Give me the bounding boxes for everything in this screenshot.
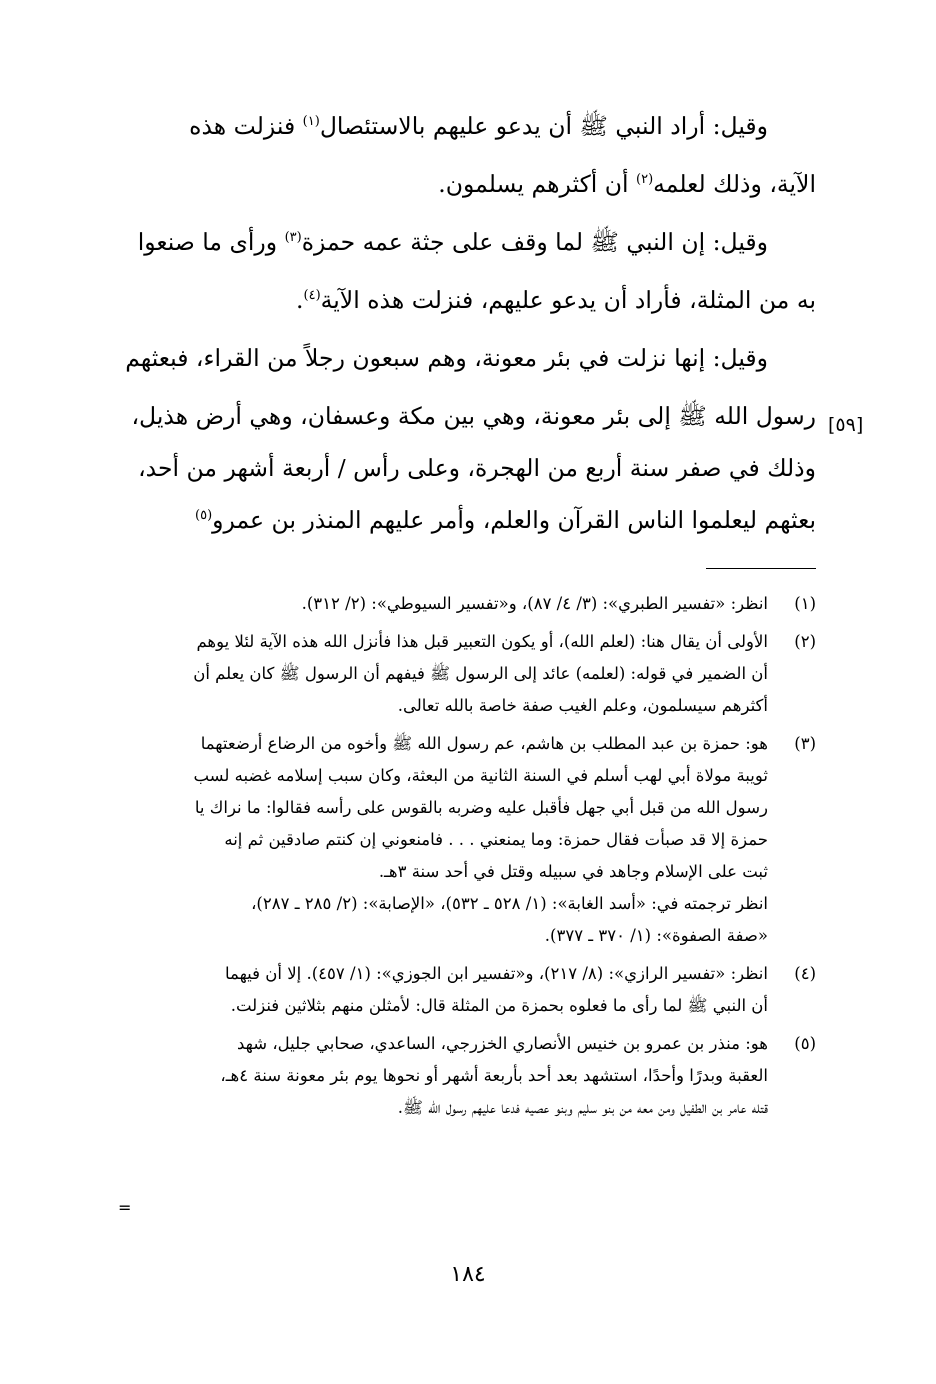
footnote-ref: (٤): [303, 288, 321, 304]
footnote-ref: (٥): [195, 508, 213, 524]
footnote-number: (٤): [794, 964, 816, 983]
footnote-line: قتله عامر بن الطفيل ومن معه من بنو سليم وبنو عصيه فدعا عليهم رسول الله ﷺ.: [397, 1098, 768, 1117]
text-segment: به من المثلة، فأراد أن يدعو عليهم، فنزلت هذه الآية: [320, 286, 816, 314]
footnote-line: أن الضمير في قوله: (لعلمه) عائد إلى الرسول ﷺ فيفهم أن الرسول ﷺ كان يعلم أن: [193, 664, 768, 683]
paragraph-3: [112, 332, 816, 384]
text-line: [112, 274, 816, 326]
footnote-line: انظر ترجمته في: «أسد الغابة»: (١/ ٥٢٨ ـ ٥٣٢)، «الإصابة»: (٢/ ٢٨٥ ـ ٢٨٧)،: [251, 894, 768, 913]
footnote-number: (٣): [794, 734, 816, 753]
footnote-line: هو: منذر بن عمرو بن خنيس الأنصاري الخزرجي، الساعدي، صحابي جليل، شهد: [237, 1034, 768, 1053]
footnote-4: [112, 958, 816, 1022]
text-line: [112, 100, 816, 152]
paragraph-2-cont: [112, 274, 816, 326]
footnote-body: [112, 626, 768, 722]
footnote-body: [112, 958, 768, 1022]
footnote-number: (١): [794, 594, 816, 613]
footnote-ref: (٢): [636, 172, 654, 188]
text-line: رسول الله ﷺ إلى بئر معونة، وهي بين مكة وعسفان، وهي أرض هذيل،: [131, 402, 816, 430]
text-line: [112, 216, 816, 268]
text-line: [112, 158, 816, 210]
text-line: وذلك في صفر سنة أربع من الهجرة، وعلى رأس / أربعة أشهر من أحد،: [138, 454, 816, 482]
footnote-5: [112, 1028, 816, 1124]
text-segment: وقيل: إن النبي ﷺ لما وقف على جثة عمه حمزة: [301, 228, 768, 256]
footnote-1: [112, 588, 816, 620]
footnote-2: [112, 626, 816, 722]
footnote-ref: (١): [302, 114, 320, 130]
page-number: ١٨٤: [450, 1262, 486, 1287]
footnote-line: أكثرهم سيسلمون، وعلم الغيب صفة خاصة بالله تعالى.: [397, 696, 768, 715]
footnote-line: انظر: «تفسير الطبري»: (٣/ ٤/ ٨٧)، و«تفسير السيوطي»: (٢/ ٣١٢).: [301, 594, 768, 613]
continuation-mark: =: [118, 1198, 132, 1217]
paragraph-2: [112, 216, 816, 268]
footnote-body: [112, 588, 768, 620]
footnote-line: حمزة إلا قد صبأت فقال حمزة: وما يمنعني . . . فامنعوني إن كنتم صادقين ثم إنه: [224, 830, 768, 849]
text-line: [112, 494, 816, 546]
paragraph-1: [112, 100, 816, 152]
footnote-ref: (٣): [284, 230, 302, 246]
paragraph-3-cont: [112, 390, 816, 546]
footnote-body: [112, 1028, 768, 1124]
footnotes: [112, 588, 816, 1130]
text-line: وقيل: إنها نزلت في بئر معونة، وهم سبعون رجلاً من القراء، فبعثهم: [125, 344, 768, 372]
text-segment: بعثهم ليعلموا الناس القرآن والعلم، وأمر عليهم المنذر بن عمرو: [212, 506, 816, 534]
footnote-3: [112, 728, 816, 952]
footnote-line: أن النبي ﷺ لما رأى ما فعلوه بحمزة من المثلة قال: لأمثلن منهم بثلاثين فنزلت.: [230, 996, 768, 1015]
footnote-number: (٥): [794, 1034, 816, 1053]
footnote-line: رسول الله من قبل أبي جهل فأقبل عليه وضربه بالقوس على رأسه فقالوا: ما نراك يا: [194, 798, 768, 817]
margin-folio-marker: [٥٩]: [828, 414, 864, 436]
paragraph-1-cont: [112, 158, 816, 210]
footnote-line: الأولى أن يقال هنا: (لعلم الله)، أو يكون التعبير قبل هذا فأنزل الله هذه الآية لئلا يوهم: [196, 632, 768, 651]
footnote-line: ثويبة مولاة أبي لهب أسلم في السنة الثانية من البعثة، وكان سبب إسلامه غضبه لسب: [193, 766, 768, 785]
footnote-line: «صفة الصفوة»: (١/ ٣٧٠ ـ ٣٧٧).: [544, 926, 768, 945]
main-text: [112, 100, 816, 552]
text-segment: وقيل: أراد النبي ﷺ أن يدعو عليهم بالاستئصال: [319, 112, 768, 140]
footnote-line: ثبت على الإسلام وجاهد في سبيله وقتل في أحد سنة ٣هـ.: [378, 862, 768, 881]
text-segment: الآية، وذلك لعلمه: [653, 170, 816, 198]
text-segment: أن أكثرهم يسلمون.: [438, 170, 637, 198]
footnote-number: (٢): [794, 632, 816, 651]
footnote-line: هو: حمزة بن عبد المطلب بن هاشم، عم رسول الله ﷺ وأخوه من الرضاع أرضعتهما: [200, 734, 768, 753]
text-segment: فنزلت هذه: [189, 112, 303, 140]
footnote-separator: [706, 568, 816, 569]
footnote-line: العقبة وبدرًا وأحدًا، استشهد بعد أحد بأربعة أشهر أو نحوها يوم بئر معونة سنة ٤هـ،: [220, 1066, 768, 1085]
text-segment: ورأى ما صنعوا: [137, 228, 285, 256]
text-segment: .: [296, 286, 304, 314]
footnote-body: [112, 728, 768, 952]
footnote-line: انظر: «تفسير الرازي»: (٨/ ٢١٧)، و«تفسير ابن الجوزي»: (١/ ٤٥٧). إلا أن فيهما: [225, 964, 768, 983]
